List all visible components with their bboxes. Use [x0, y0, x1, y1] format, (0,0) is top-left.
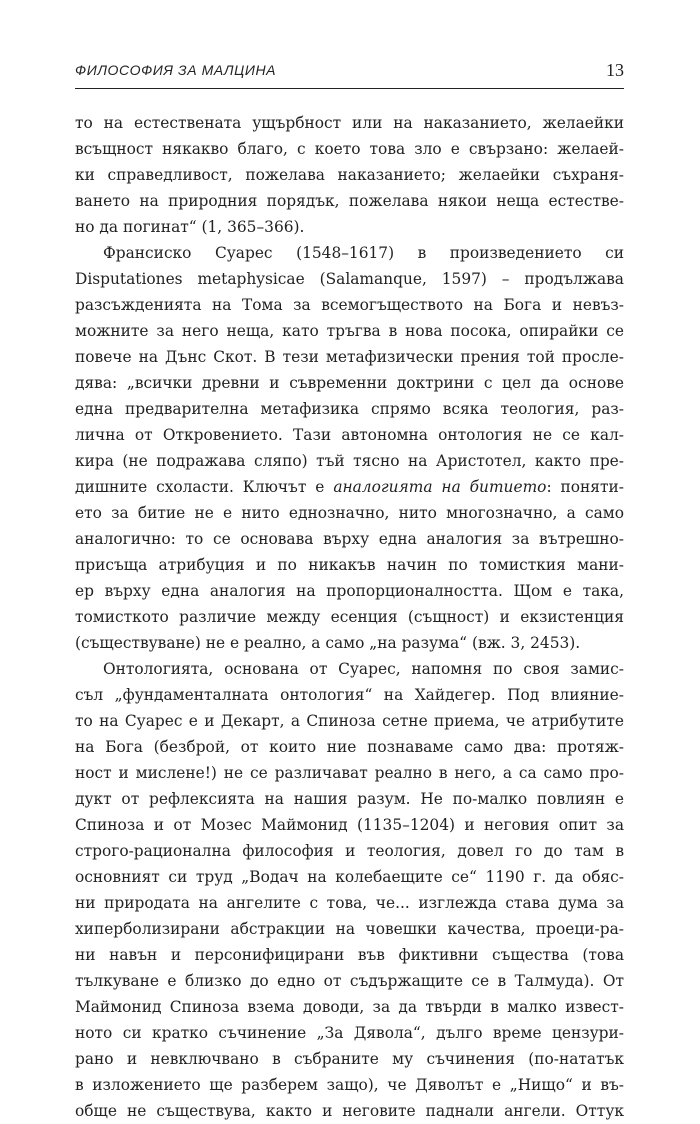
paragraph-line: (съществуване) не е реално, а само „на разума“ (вж. 3, 2453).: [75, 634, 581, 652]
body-text: [75, 110, 624, 1124]
paragraph-line: то на Суарес е и Декарт, а Спиноза сетне приема, че атрибутите: [75, 712, 624, 730]
paragraph-line: строго-рационална философия и теология, довел го до там в: [75, 842, 624, 860]
text-run: дишните схоласти. Ключът е: [75, 478, 325, 496]
paragraph-line: аналогично: то се основава върху една аналогия за вътрешно-: [75, 530, 624, 548]
header-divider: [75, 88, 624, 89]
paragraph-line: обще не съществува, както и неговите паднали ангели. Оттук: [75, 1102, 624, 1120]
running-header-title: ФИЛОСОФИЯ ЗА МАЛЦИНА: [75, 62, 277, 78]
paragraph-line: ни природата на ангелите с това, че... изглежда става дума за: [75, 894, 624, 912]
paragraph-line: присъща атрибуция и по никакъв начин по томисткия мани-: [75, 556, 624, 574]
paragraph-line: съл „фундаменталната онтология“ на Хайдегер. Под влияние-: [75, 686, 624, 704]
paragraph-line: дява: „всички древни и съвременни доктрини с цел да основе: [75, 374, 624, 392]
paragraph-line: но да погинат“ (1, 365–366).: [75, 218, 305, 236]
paragraph-line: всъщност някакво благо, с което това зло е свързано: желаей-: [75, 140, 624, 158]
paragraph-line: основният си труд „Водач на колебаещите се“ 1190 г. да обяс-: [75, 868, 624, 886]
paragraph-line: то на естествената ущърбност или на наказанието, желаейки: [75, 114, 624, 132]
paragraph-line: томисткото различие между есенция (същност) и екзистенция: [75, 608, 624, 626]
paragraph-line: Disputationes metaphysicae (Salamanque, 1597) – продължава: [75, 270, 624, 288]
paragraph-line: ер върху една аналогия на пропорционалността. Щом е така,: [75, 582, 624, 600]
paragraph-line: рано и невключвано в събраните му съчинения (по-нататък: [75, 1050, 624, 1068]
paragraph-line: Маймонид Спиноза взема доводи, за да твърди в малко извест-: [75, 998, 624, 1016]
paragraph-line: ното си кратко съчинение „За Дявола“, дълго време цензури-: [75, 1024, 624, 1042]
paragraph-line: ни навън и персонифицирани във фиктивни същества (това: [75, 946, 624, 964]
paragraph-line: ването на природния порядък, пожелава някои неща естестве-: [75, 192, 624, 210]
paragraph-line: хиперболизирани абстракции на човешки качества, проеци-ра-: [75, 920, 624, 938]
paragraph-line: кира (не подражава сляпо) тъй тясно на Аристотел, както пре-: [75, 452, 624, 470]
paragraph-line: разсъжденията на Тома за всемогъществото на Бога и невъз-: [75, 296, 624, 314]
paragraph-line: на Бога (безброй, от които ние познаваме само два: протяж-: [75, 738, 624, 756]
page-number: 13: [606, 60, 624, 80]
paragraph-line: една предварителна метафизика спрямо всяка теология, раз-: [75, 400, 624, 418]
paragraph-line: повече на Дънс Скот. В тези метафизически прения той просле-: [75, 348, 624, 366]
paragraph-line: можните за него неща, като тръгва в нова посока, опирайки се: [75, 322, 624, 340]
paragraph-line: в изложението ще разберем защо), че Дяволът е „Нищо“ и въ-: [75, 1076, 624, 1094]
paragraph-line: ки справедливост, пожелава наказанието; желаейки съхраня-: [75, 166, 624, 184]
paragraph-line: ност и мислене!) не се различават реално в него, а са само про-: [75, 764, 624, 782]
italic-term: аналогията на битието: [333, 478, 547, 496]
paragraph-line: тълкуване е близко до едно от съдържащите се в Талмуда). От: [75, 972, 624, 990]
paragraph-line: лична от Откровението. Тази автономна онтология не се кал-: [75, 426, 624, 444]
paragraph-line: Онтологията, основана от Суарес, напомня по своя замис-: [103, 660, 624, 678]
paragraph-line: дукт от рефлексията на нашия разум. Не по-малко повлиян е: [75, 790, 624, 808]
paragraph-line: Франсиско Суарес (1548–1617) в произведението си: [103, 244, 624, 262]
paragraph-line-with-italic: [75, 474, 624, 500]
running-header: [75, 60, 624, 86]
paragraph-line: Спиноза и от Мозес Маймонид (1135–1204) и неговия опит за: [75, 816, 624, 834]
paragraph-line: ето за битие не е нито еднозначно, нито многозначно, а само: [75, 504, 624, 522]
text-run: : поняти-: [546, 478, 624, 496]
